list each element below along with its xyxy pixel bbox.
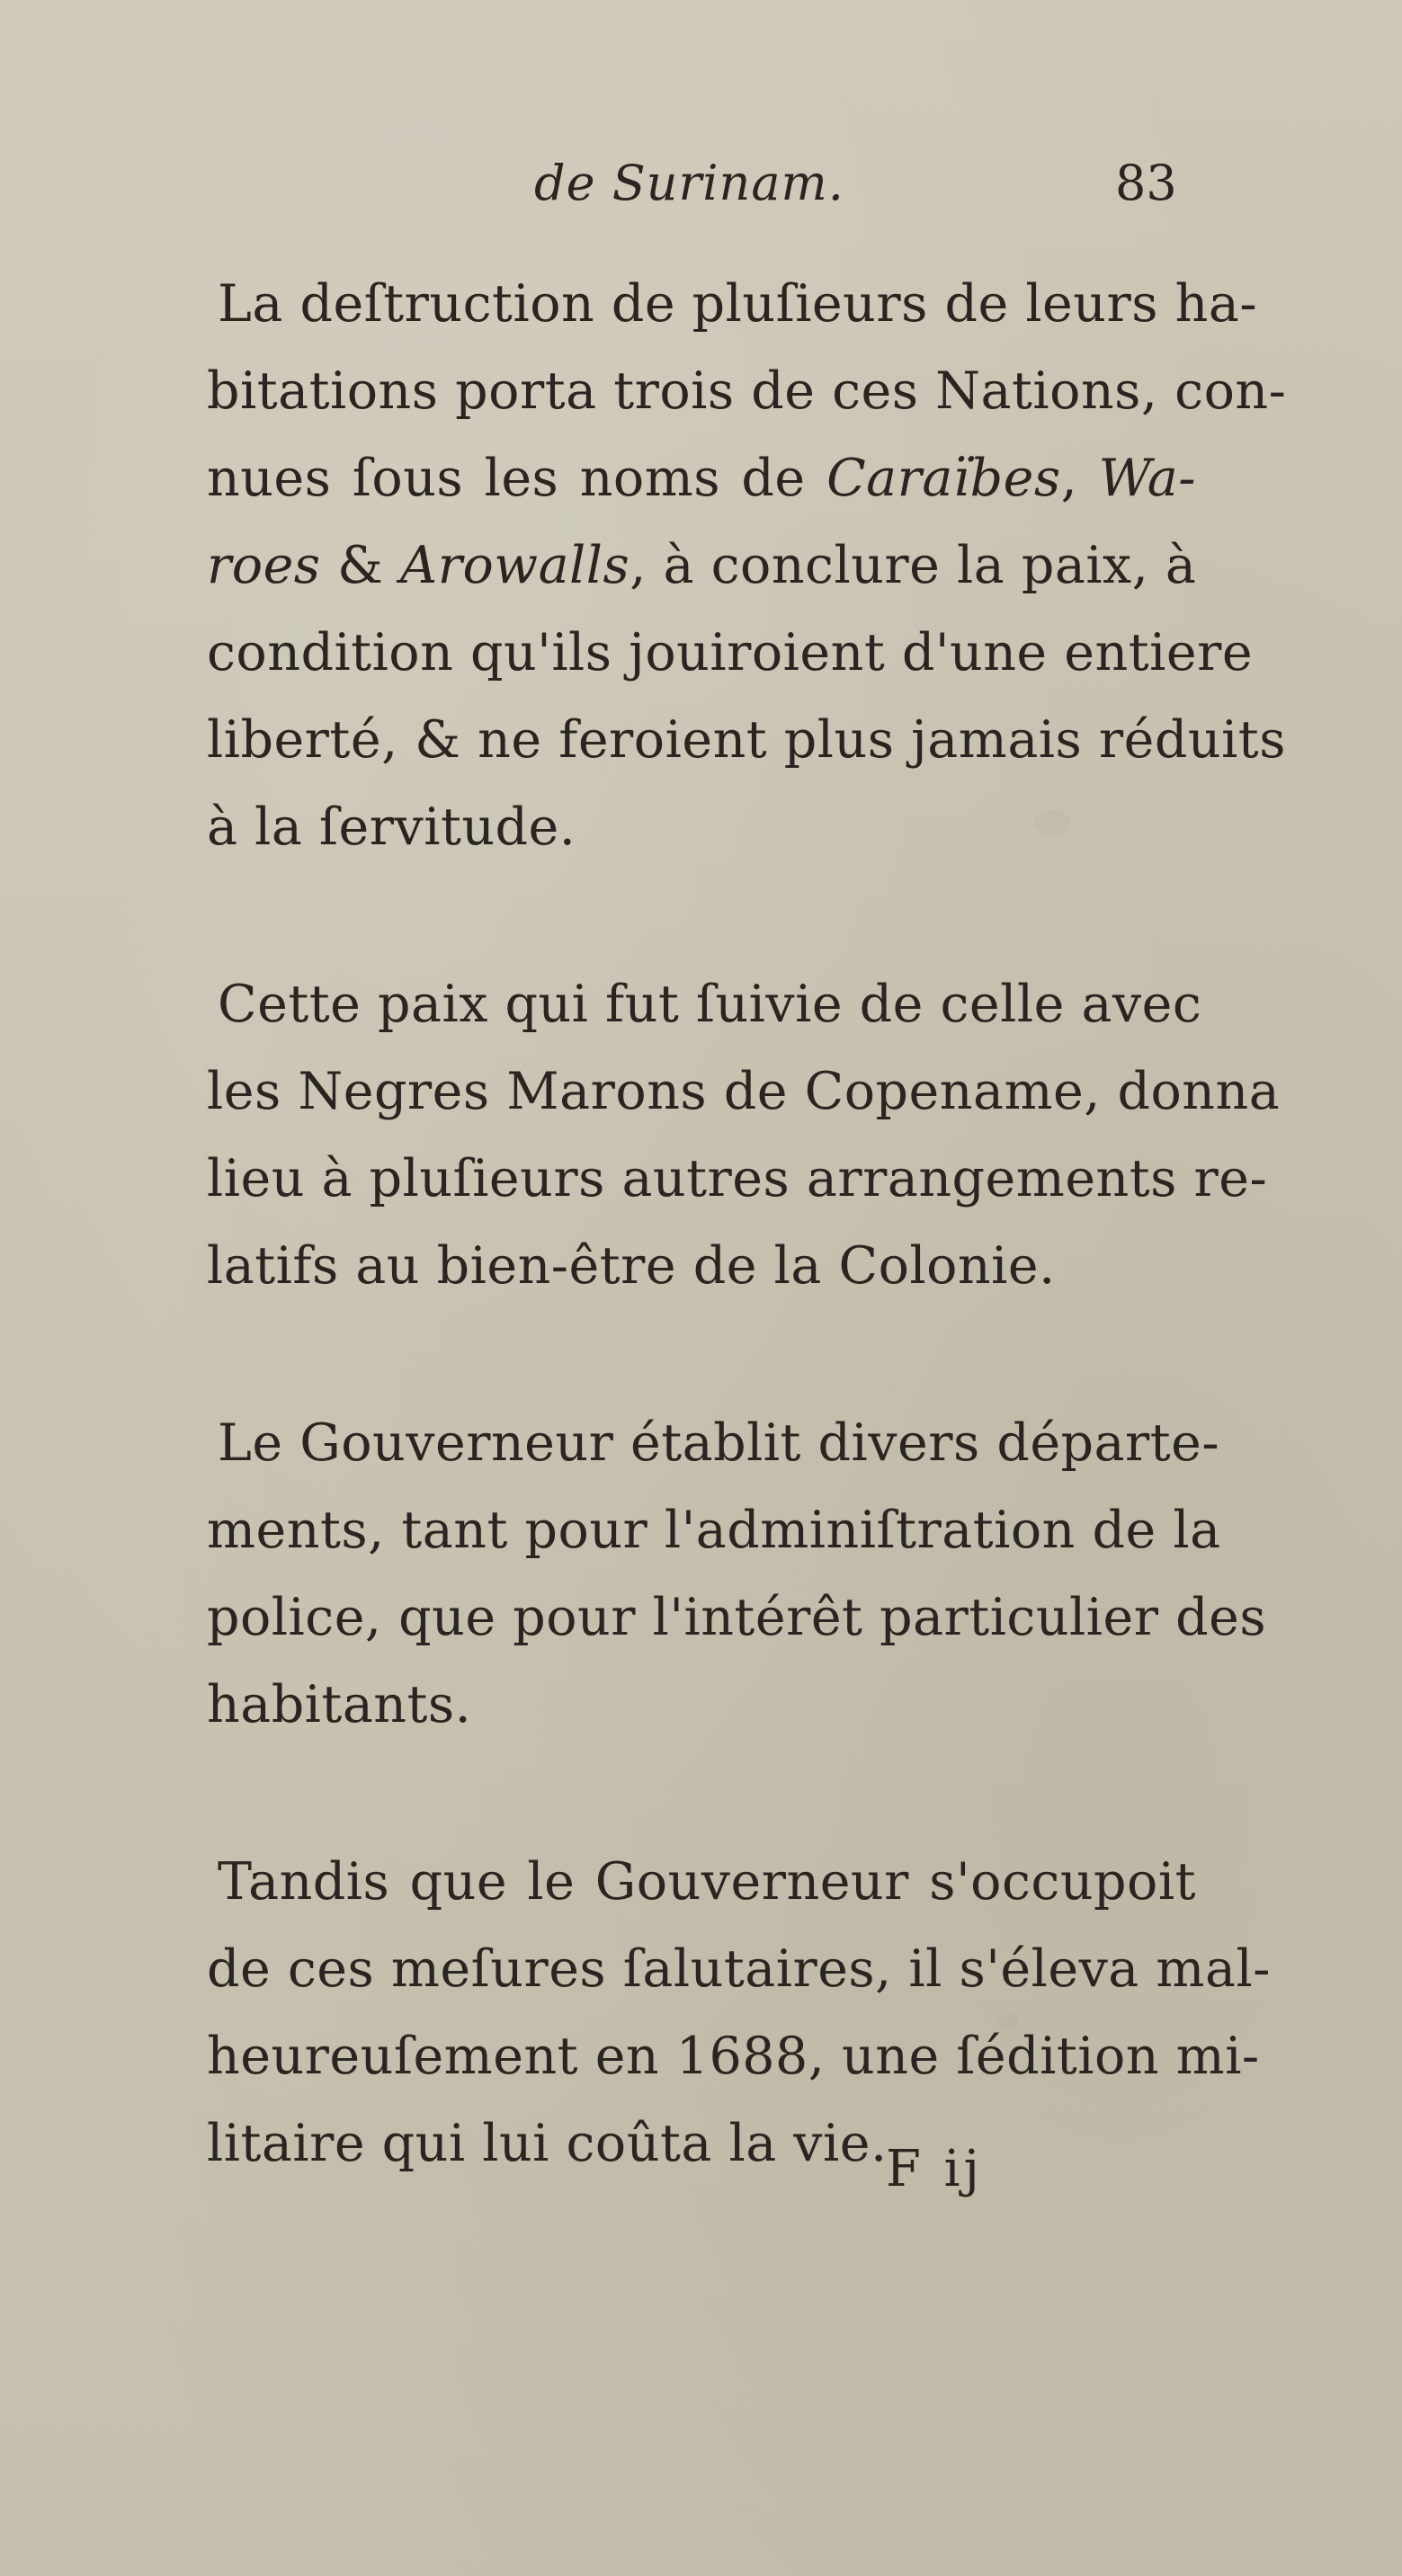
- paragraph: [207, 1400, 1267, 1749]
- text-line: bitations porta trois de ces Nations, con-: [207, 361, 1287, 421]
- paragraph-gap: [207, 1749, 1196, 1839]
- text-line: Cette paix qui fut ſuivie de celle avec: [218, 975, 1202, 1034]
- signature-mark: F ij: [886, 2140, 983, 2198]
- paragraph-gap: [207, 871, 1196, 961]
- text-line: La deſtruction de pluſieurs de leurs ha-: [218, 274, 1258, 334]
- text-line: ments, tant pour l'adminiſtration de la: [207, 1501, 1221, 1560]
- text-line: à la ſervitude.: [207, 798, 576, 857]
- text-line: Le Gouverneur établit divers départe-: [218, 1413, 1220, 1473]
- paragraph: [207, 1839, 1271, 2188]
- text-line: lieu à pluſieurs autres arrangements re-: [207, 1149, 1268, 1208]
- text-line: liberté, & ne feroient plus jamais réduits: [207, 710, 1286, 770]
- italic-name: Arowalls: [400, 536, 630, 595]
- text-line: roes & Arowalls, à conclure la paix, à: [207, 536, 1197, 595]
- text-line: latifs au bien-être de la Colonie.: [207, 1236, 1056, 1296]
- italic-name: Wa-: [1098, 449, 1196, 508]
- text-line: nues ſous les noms de Caraïbes, Wa-: [207, 449, 1196, 508]
- text-line: condition qu'ils jouiroient d'une entiere: [207, 623, 1254, 682]
- text-line: heureuſement en 1688, une ſédition mi-: [207, 2027, 1260, 2086]
- paragraph: [207, 261, 1287, 871]
- paragraph-gap: [207, 1310, 1196, 1400]
- paragraph: [207, 961, 1281, 1310]
- text-line: habitants.: [207, 1675, 472, 1734]
- text-line: Tandis que le Gouverneur s'occupoit: [218, 1852, 1196, 1912]
- text-line: de ces meſures ſalutaires, il s'éleva mal-: [207, 1939, 1271, 1999]
- page-number: 83: [1115, 155, 1177, 211]
- running-title: de Surinam.: [534, 155, 844, 211]
- text-line: litaire qui lui coûta la vie.: [207, 2114, 888, 2173]
- text-line: les Negres Marons de Copename, donna: [207, 1062, 1281, 1121]
- text-line: police, que pour l'intérêt particulier des: [207, 1588, 1267, 1647]
- italic-name: roes: [207, 536, 321, 595]
- body-text: [207, 261, 1287, 2188]
- italic-name: Caraïbes: [826, 449, 1061, 508]
